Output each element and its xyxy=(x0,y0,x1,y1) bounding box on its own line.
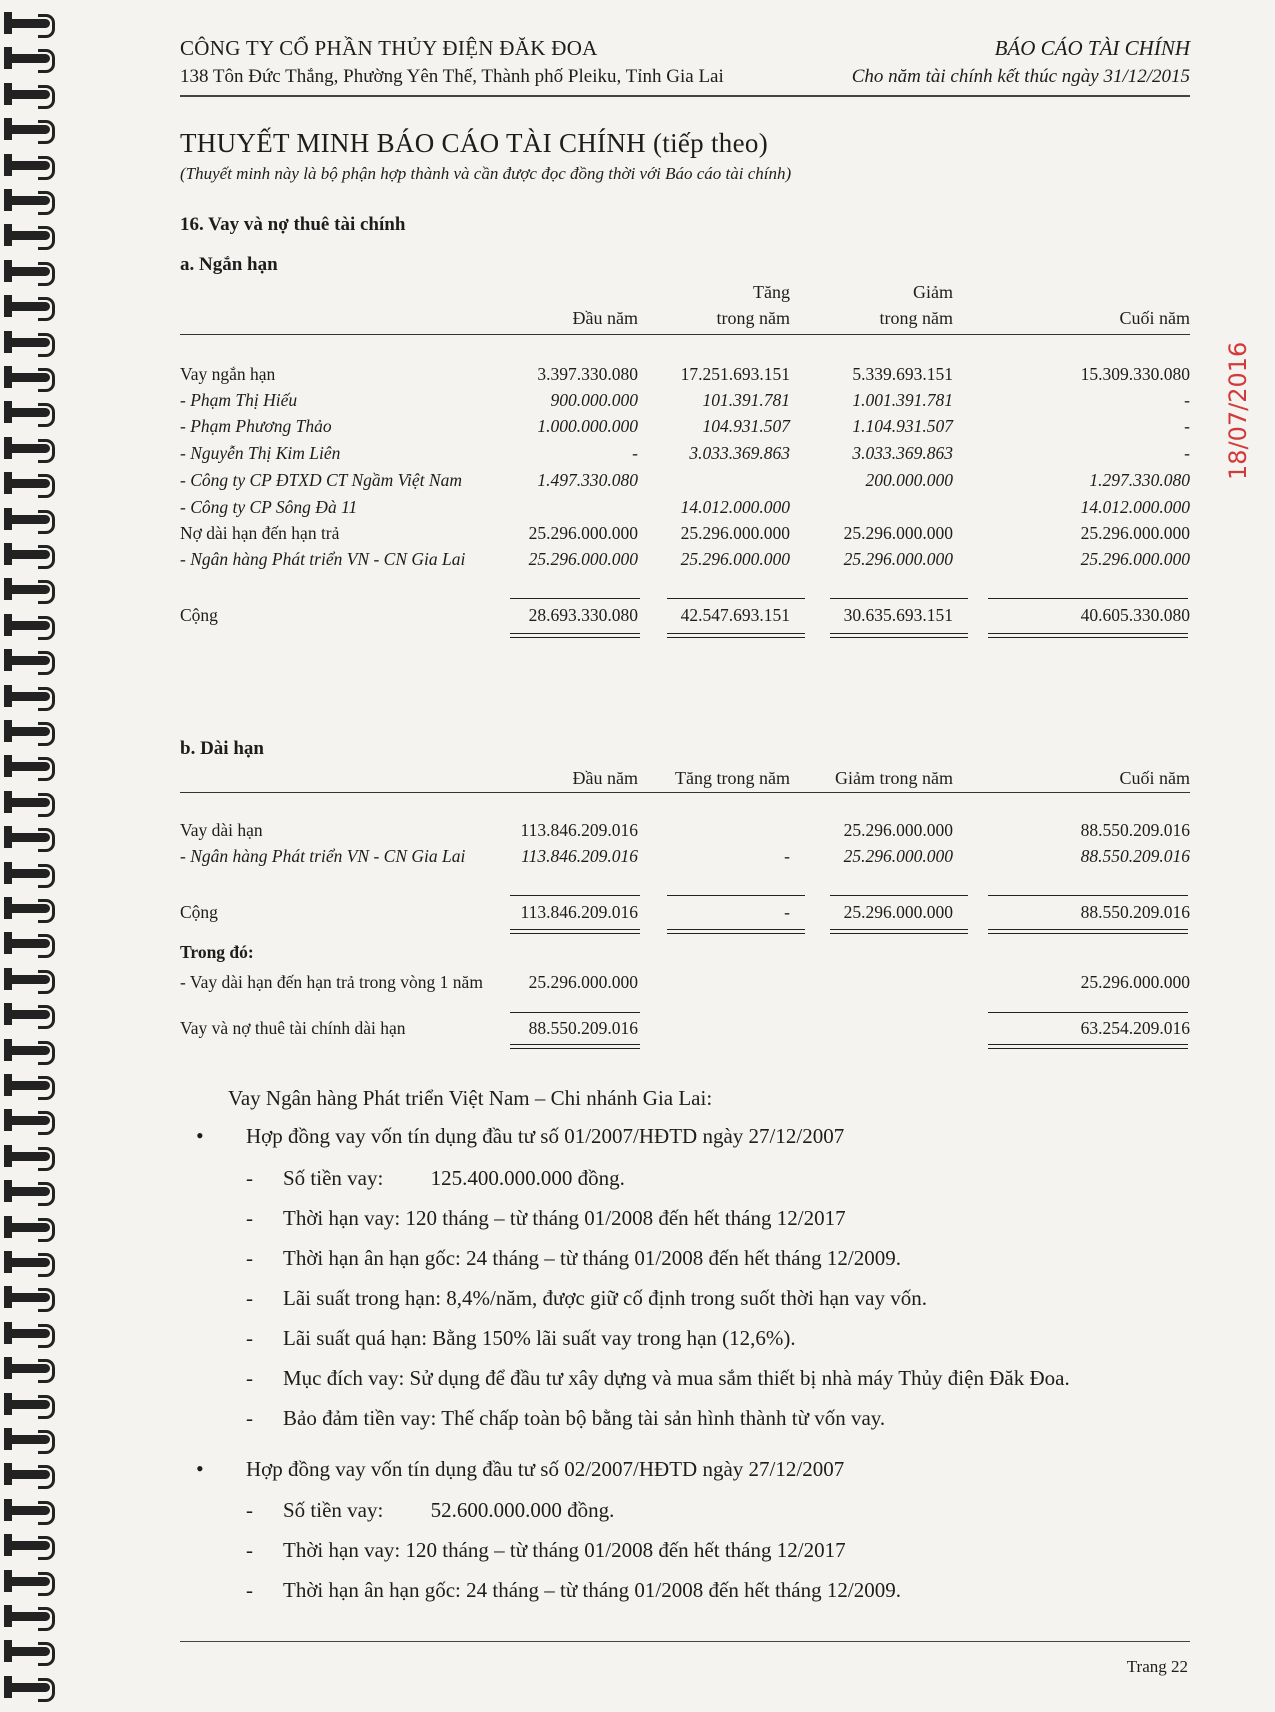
total-underline xyxy=(667,933,805,934)
total-underline xyxy=(667,895,805,896)
row-label: Cộng xyxy=(180,605,218,625)
binding-ring xyxy=(4,154,54,176)
table-cell: - xyxy=(1184,390,1190,410)
table-cell: 3.033.369.863 xyxy=(852,443,953,463)
lt-col-opening: Đầu năm xyxy=(572,768,638,788)
total-underline xyxy=(510,633,640,634)
binding-ring xyxy=(4,543,54,565)
short-term-heading: a. Ngắn hạn xyxy=(180,254,278,275)
lt-header-rule xyxy=(180,792,1190,793)
binding-ring xyxy=(4,508,54,530)
binding-ring xyxy=(4,755,54,777)
binding-ring xyxy=(4,1251,54,1273)
total-underline xyxy=(830,929,968,930)
total-underline xyxy=(510,929,640,930)
list-item: Mục đích vay: Sử dụng để đầu tư xây dựng và mua sắm thiết bị nhà máy Thủy điện Đăk Đoa. xyxy=(283,1366,1070,1390)
list-item: Thời hạn ân hạn gốc: 24 tháng – từ tháng 01/2008 đến hết tháng 12/2009. xyxy=(283,1578,901,1602)
list-item: Bảo đảm tiền vay: Thế chấp toàn bộ bằng tài sản hình thành từ vốn vay. xyxy=(283,1406,886,1430)
binding-ring xyxy=(4,1286,54,1308)
total-underline xyxy=(988,1044,1188,1045)
table-cell: 113.846.209.016 xyxy=(520,820,638,840)
binding-ring xyxy=(4,862,54,884)
row-label: Cộng xyxy=(180,902,218,922)
total-underline xyxy=(988,598,1188,599)
binding-ring xyxy=(4,366,54,388)
contract1-title: Hợp đồng vay vốn tín dụng đầu tư số 01/2007/HĐTD ngày 27/12/2007 xyxy=(246,1124,845,1148)
binding-ring xyxy=(4,968,54,990)
binding-ring xyxy=(4,1180,54,1202)
lt-col-decrease: Giảm trong năm xyxy=(835,768,953,788)
list-dash: - xyxy=(246,1286,253,1310)
binding-ring xyxy=(4,685,54,707)
table-cell: 200.000.000 xyxy=(865,470,953,490)
binding-ring xyxy=(4,12,54,34)
table-cell: 113.846.209.016 xyxy=(520,902,638,922)
page-subtitle: (Thuyết minh này là bộ phận hợp thành và cần được đọc đồng thời với Báo cáo tài chính) xyxy=(180,164,792,183)
list-item: Thời hạn vay: 120 tháng – từ tháng 01/2008 đến hết tháng 12/2017 xyxy=(283,1538,846,1562)
binding-ring xyxy=(4,472,54,494)
page-title: THUYẾT MINH BÁO CÁO TÀI CHÍNH (tiếp theo) xyxy=(180,128,768,158)
total-underline xyxy=(988,895,1188,896)
contract2-title: Hợp đồng vay vốn tín dụng đầu tư số 02/2007/HĐTD ngày 27/12/2007 xyxy=(246,1457,845,1481)
table-cell: 1.497.330.080 xyxy=(537,470,638,490)
table-cell: 17.251.693.151 xyxy=(680,364,790,384)
table-cell: 5.339.693.151 xyxy=(852,364,953,384)
binding-ring xyxy=(4,1357,54,1379)
table-cell: 25.296.000.000 xyxy=(1080,972,1190,992)
table-cell: 40.605.330.080 xyxy=(1080,605,1190,625)
col-header-increase-sub: trong năm xyxy=(716,308,790,328)
total-underline xyxy=(667,633,805,634)
binding-ring xyxy=(4,260,54,282)
lt-col-increase: Tăng trong năm xyxy=(675,768,790,788)
table-cell: 42.547.693.151 xyxy=(680,605,790,625)
total-underline xyxy=(830,933,968,934)
table-cell: 88.550.209.016 xyxy=(1080,846,1190,866)
binding-ring xyxy=(4,1145,54,1167)
binding-ring xyxy=(4,47,54,69)
binding-ring xyxy=(4,1499,54,1521)
table-cell: - xyxy=(784,902,790,922)
col-header-decrease-sub: trong năm xyxy=(879,308,953,328)
row-label: - Phạm Phương Thảo xyxy=(180,416,332,436)
binding-ring xyxy=(4,401,54,423)
row-label: Nợ dài hạn đến hạn trả xyxy=(180,523,340,543)
table-cell: 25.296.000.000 xyxy=(528,549,638,569)
total-underline xyxy=(988,633,1188,634)
binding-ring xyxy=(4,578,54,600)
binding-ring xyxy=(4,614,54,636)
document-page xyxy=(180,0,1200,1712)
list-dash: - xyxy=(246,1406,253,1430)
list-item: Thời hạn ân hạn gốc: 24 tháng – từ tháng 01/2008 đến hết tháng 12/2009. xyxy=(283,1246,901,1270)
list-item: Thời hạn vay: 120 tháng – từ tháng 01/2008 đến hết tháng 12/2017 xyxy=(283,1206,846,1230)
row-label: - Ngân hàng Phát triển VN - CN Gia Lai xyxy=(180,549,466,569)
list-item: Số tiền vay: 125.400.000.000 đồng. xyxy=(283,1166,625,1190)
binding-ring xyxy=(4,1463,54,1485)
stamp-text: 18/07/2016 xyxy=(1224,341,1252,480)
report-type: BÁO CÁO TÀI CHÍNH xyxy=(994,36,1190,60)
table-cell: 25.296.000.000 xyxy=(843,549,953,569)
row-label: Vay dài hạn xyxy=(180,820,263,840)
table-cell: 25.296.000.000 xyxy=(528,523,638,543)
table-cell: 1.297.330.080 xyxy=(1089,470,1190,490)
row-label: Vay ngắn hạn xyxy=(180,364,276,384)
binding-ring xyxy=(4,897,54,919)
company-address: 138 Tôn Đức Thắng, Phường Yên Thế, Thành phố Pleiku, Tỉnh Gia Lai xyxy=(180,66,724,87)
total-underline xyxy=(510,637,640,638)
row-label: - Nguyễn Thị Kim Liên xyxy=(180,443,341,463)
list-dash: - xyxy=(246,1166,253,1190)
total-underline xyxy=(510,1012,640,1013)
bullet-icon: • xyxy=(196,1123,204,1148)
table-cell: - xyxy=(1184,443,1190,463)
table-cell: 88.550.209.016 xyxy=(1080,902,1190,922)
table-cell: 88.550.209.016 xyxy=(1080,820,1190,840)
total-underline xyxy=(988,1048,1188,1049)
binding-ring xyxy=(4,1605,54,1627)
table-cell: 25.296.000.000 xyxy=(1080,523,1190,543)
col-header-decrease: Giảm xyxy=(913,282,953,302)
report-period: Cho năm tài chính kết thúc ngày 31/12/2015 xyxy=(851,66,1190,87)
total-underline xyxy=(830,637,968,638)
row-label: - Phạm Thị Hiếu xyxy=(180,390,298,410)
total-underline xyxy=(667,637,805,638)
binding-ring xyxy=(4,189,54,211)
total-underline xyxy=(830,598,968,599)
table-cell: 25.296.000.000 xyxy=(528,972,638,992)
bullet-icon: • xyxy=(196,1456,204,1481)
list-dash: - xyxy=(246,1326,253,1350)
total-underline xyxy=(988,637,1188,638)
long-term-heading: b. Dài hạn xyxy=(180,738,264,759)
binding-ring xyxy=(4,1039,54,1061)
binding-ring xyxy=(4,118,54,140)
list-dash: - xyxy=(246,1538,253,1562)
table-cell: 25.296.000.000 xyxy=(843,902,953,922)
table-cell: 30.635.693.151 xyxy=(843,605,953,625)
binding-ring xyxy=(4,1216,54,1238)
total-underline xyxy=(510,1048,640,1049)
binding-ring xyxy=(4,1428,54,1450)
footer-divider xyxy=(180,1641,1190,1642)
binding-ring xyxy=(4,1640,54,1662)
table-cell: 28.693.330.080 xyxy=(528,605,638,625)
binding-ring xyxy=(4,1074,54,1096)
table-cell: 1.104.931.507 xyxy=(852,416,953,436)
notes-intro: Vay Ngân hàng Phát triển Việt Nam – Chi nhánh Gia Lai: xyxy=(228,1086,713,1110)
table-cell: 1.001.391.781 xyxy=(852,390,953,410)
total-underline xyxy=(667,929,805,930)
table-header-rule xyxy=(180,334,1190,335)
total-underline xyxy=(830,895,968,896)
binding-ring xyxy=(4,720,54,742)
row-label: - Ngân hàng Phát triển VN - CN Gia Lai xyxy=(180,846,466,866)
table-cell: 25.296.000.000 xyxy=(843,523,953,543)
total-underline xyxy=(988,1012,1188,1013)
row-label: - Công ty CP ĐTXD CT Ngầm Việt Nam xyxy=(180,470,462,490)
of-which-label: Trong đó: xyxy=(180,942,254,962)
table-cell: 25.296.000.000 xyxy=(1080,549,1190,569)
binding-ring xyxy=(4,83,54,105)
handwritten-stamp xyxy=(1218,40,1258,500)
table-cell: 1.000.000.000 xyxy=(537,416,638,436)
total-underline xyxy=(510,895,640,896)
table-cell: 15.309.330.080 xyxy=(1080,364,1190,384)
header-divider xyxy=(180,95,1190,97)
binding-ring xyxy=(4,932,54,954)
binding-ring xyxy=(4,1109,54,1131)
table-cell: 25.296.000.000 xyxy=(680,549,790,569)
binding-ring xyxy=(4,1570,54,1592)
list-dash: - xyxy=(246,1578,253,1602)
binding-ring xyxy=(4,1393,54,1415)
binding-ring xyxy=(4,295,54,317)
table-cell: 25.296.000.000 xyxy=(680,523,790,543)
table-cell: 101.391.781 xyxy=(702,390,790,410)
table-cell: 104.931.507 xyxy=(702,416,790,436)
total-underline xyxy=(510,933,640,934)
binding-ring xyxy=(4,331,54,353)
section-heading: 16. Vay và nợ thuê tài chính xyxy=(180,214,406,235)
col-header-closing: Cuối năm xyxy=(1119,308,1190,328)
col-header-increase: Tăng xyxy=(753,282,790,302)
table-cell: 3.397.330.080 xyxy=(537,364,638,384)
table-cell: 88.550.209.016 xyxy=(528,1018,638,1038)
binding-ring xyxy=(4,1534,54,1556)
table-cell: - xyxy=(784,846,790,866)
row-label: - Vay dài hạn đến hạn trả trong vòng 1 năm xyxy=(180,972,483,992)
binding-ring xyxy=(4,1676,54,1698)
row-label: Vay và nợ thuê tài chính dài hạn xyxy=(180,1018,406,1038)
lt-col-closing: Cuối năm xyxy=(1119,768,1190,788)
table-cell: 63.254.209.016 xyxy=(1080,1018,1190,1038)
company-name: CÔNG TY CỔ PHẦN THỦY ĐIỆN ĐĂK ĐOA xyxy=(180,36,598,60)
table-cell: 113.846.209.016 xyxy=(521,846,638,866)
list-dash: - xyxy=(246,1206,253,1230)
binding-ring xyxy=(4,224,54,246)
list-dash: - xyxy=(246,1498,253,1522)
table-cell: - xyxy=(632,443,638,463)
table-cell: 900.000.000 xyxy=(550,390,638,410)
table-cell: 14.012.000.000 xyxy=(1080,497,1190,517)
binding-ring xyxy=(4,791,54,813)
binding-ring xyxy=(4,1003,54,1025)
table-cell: 14.012.000.000 xyxy=(680,497,790,517)
col-header-opening: Đầu năm xyxy=(572,308,638,328)
list-item: Lãi suất trong hạn: 8,4%/năm, được giữ cố định trong suốt thời hạn vay vốn. xyxy=(283,1286,927,1310)
total-underline xyxy=(988,933,1188,934)
list-dash: - xyxy=(246,1366,253,1390)
total-underline xyxy=(830,633,968,634)
spiral-binding xyxy=(0,0,60,1712)
page-number: Trang 22 xyxy=(1126,1657,1188,1676)
binding-ring xyxy=(4,826,54,848)
list-item: Số tiền vay: 52.600.000.000 đồng. xyxy=(283,1498,615,1522)
list-item: Lãi suất quá hạn: Bằng 150% lãi suất vay trong hạn (12,6%). xyxy=(283,1326,796,1350)
table-cell: 25.296.000.000 xyxy=(843,846,953,866)
list-dash: - xyxy=(246,1246,253,1270)
binding-ring xyxy=(4,649,54,671)
binding-ring xyxy=(4,437,54,459)
table-cell: - xyxy=(1184,416,1190,436)
total-underline xyxy=(510,1044,640,1045)
binding-ring xyxy=(4,1322,54,1344)
total-underline xyxy=(988,929,1188,930)
total-underline xyxy=(510,598,640,599)
table-cell: 25.296.000.000 xyxy=(843,820,953,840)
table-cell: 3.033.369.863 xyxy=(689,443,790,463)
row-label: - Công ty CP Sông Đà 11 xyxy=(180,497,358,517)
total-underline xyxy=(667,598,805,599)
